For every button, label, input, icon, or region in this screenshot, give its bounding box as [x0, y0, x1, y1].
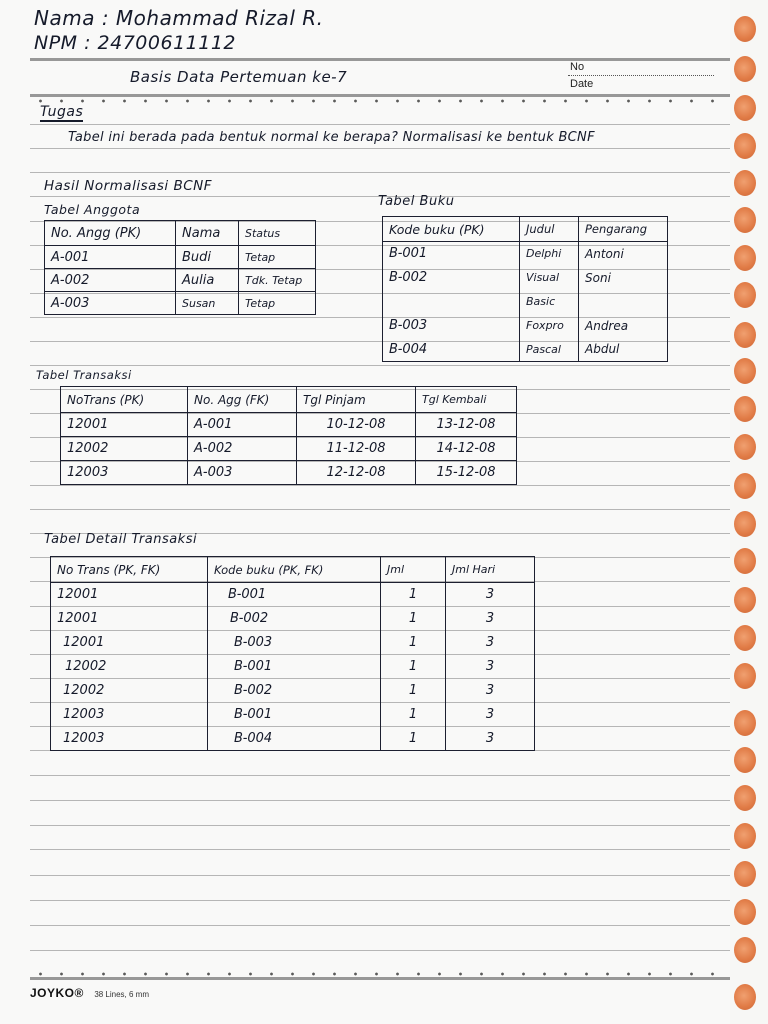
- cell-jml: 1: [381, 655, 446, 679]
- cell-tgl-pinjam: 10-12-08: [297, 413, 416, 437]
- task-question: Tabel ini berada pada bentuk normal ke berapa? Normalisasi ke bentuk BCNF: [68, 130, 595, 145]
- cell-kode-buku: B-004: [383, 338, 520, 362]
- cell-status: Tdk. Tetap: [239, 269, 316, 292]
- subject-title: Basis Data Pertemuan ke-7: [130, 68, 348, 86]
- no-field-line: [568, 75, 714, 76]
- table-row: [383, 242, 668, 266]
- binding-hole-icon: [734, 937, 756, 963]
- ruled-line: [30, 124, 730, 125]
- ruled-line: [30, 800, 730, 801]
- brand-logo: JOYKO®: [30, 986, 84, 1000]
- cell-tgl-pinjam: 12-12-08: [297, 461, 416, 485]
- cell-kode-buku: B-003: [208, 631, 381, 655]
- header-rule-bottom: [30, 94, 730, 97]
- cell-no-trans: 12002: [61, 437, 188, 461]
- cell-kode-buku: B-002: [208, 607, 381, 631]
- binding-hole-icon: [734, 282, 756, 308]
- cell-jml-hari: 3: [446, 583, 535, 607]
- cell-no-trans: 12003: [51, 727, 208, 751]
- tabel-anggota: [44, 220, 316, 315]
- column-header: Jml: [381, 557, 446, 583]
- no-label: No: [570, 61, 585, 73]
- ruled-line: [30, 485, 730, 486]
- cell-no-trans: 12001: [51, 607, 208, 631]
- binding-hole-icon: [734, 322, 756, 348]
- binding-hole-icon: [734, 984, 756, 1010]
- table-row: [61, 413, 517, 437]
- brand-spec: 38 Lines, 6 mm: [94, 990, 150, 999]
- cell-kode-buku: B-002: [208, 679, 381, 703]
- cell-no-agg: A-001: [188, 413, 297, 437]
- date-label: Date: [570, 78, 594, 90]
- student-npm: NPM : 24700611112: [34, 32, 237, 54]
- table-row: [383, 338, 668, 362]
- spiral-binding: [734, 0, 760, 1024]
- binding-hole-icon: [734, 56, 756, 82]
- binding-hole-icon: [734, 587, 756, 613]
- cell-kode-buku: B-001: [208, 703, 381, 727]
- cell-kode-buku: B-001: [208, 583, 381, 607]
- column-header: No Trans (PK, FK): [51, 557, 208, 583]
- column-header: No. Angg (PK): [45, 221, 176, 246]
- cell-pengarang: Abdul: [579, 338, 668, 362]
- column-header: Status: [239, 221, 316, 246]
- binding-hole-icon: [734, 358, 756, 384]
- cell-jml-hari: 3: [446, 607, 535, 631]
- column-header: Tgl Kembali: [416, 387, 517, 413]
- column-header: Jml Hari: [446, 557, 535, 583]
- table-row: [51, 631, 535, 655]
- tabel-detail-transaksi: [50, 556, 535, 751]
- cell-pengarang: Soni: [579, 266, 668, 290]
- cell-jml: 1: [381, 607, 446, 631]
- cell-pengarang: Andrea: [579, 314, 668, 338]
- column-header: No. Agg (FK): [188, 387, 297, 413]
- binding-hole-icon: [734, 625, 756, 651]
- cell-jml: 1: [381, 727, 446, 751]
- cell-status: Tetap: [239, 246, 316, 269]
- cell-no-trans: 12002: [51, 655, 208, 679]
- cell-judul: Visual: [520, 266, 579, 290]
- tabel-transaksi-title: Tabel Transaksi: [36, 368, 132, 382]
- ruled-line: [30, 925, 730, 926]
- student-name: Nama : Mohammad Rizal R.: [34, 6, 324, 30]
- binding-hole-icon: [734, 95, 756, 121]
- cell-pengarang: [579, 290, 668, 314]
- table-row: [51, 679, 535, 703]
- cell-no-trans: 12003: [61, 461, 188, 485]
- cell-jml: 1: [381, 583, 446, 607]
- ruled-line: [30, 950, 730, 951]
- binding-hole-icon: [734, 861, 756, 887]
- cell-status: Tetap: [239, 292, 316, 315]
- cell-tgl-kembali: 13-12-08: [416, 413, 517, 437]
- cell-tgl-kembali: 15-12-08: [416, 461, 517, 485]
- binding-hole-icon: [734, 823, 756, 849]
- cell-no-angg: A-002: [45, 269, 176, 292]
- table-row: [51, 583, 535, 607]
- cell-jml-hari: 3: [446, 679, 535, 703]
- ruled-line: [30, 509, 730, 510]
- cell-no-angg: A-003: [45, 292, 176, 315]
- cell-nama: Aulia: [176, 269, 239, 292]
- cell-judul: Foxpro: [520, 314, 579, 338]
- binding-hole-icon: [734, 548, 756, 574]
- cell-nama: Budi: [176, 246, 239, 269]
- cell-kode-buku: B-001: [383, 242, 520, 266]
- binding-hole-icon: [734, 710, 756, 736]
- table-row: [51, 703, 535, 727]
- tabel-buku: [382, 216, 668, 362]
- cell-tgl-kembali: 14-12-08: [416, 437, 517, 461]
- cell-jml: 1: [381, 703, 446, 727]
- column-header: Kode buku (PK, FK): [208, 557, 381, 583]
- table-row: [51, 655, 535, 679]
- column-header: Judul: [520, 217, 579, 242]
- binding-hole-icon: [734, 133, 756, 159]
- table-row: [45, 269, 316, 292]
- header-rule-top: [30, 58, 730, 61]
- result-heading: Hasil Normalisasi BCNF: [44, 178, 213, 194]
- table-row: [51, 727, 535, 751]
- column-header: NoTrans (PK): [61, 387, 188, 413]
- table-row: [45, 246, 316, 269]
- cell-tgl-pinjam: 11-12-08: [297, 437, 416, 461]
- column-header: Tgl Pinjam: [297, 387, 416, 413]
- cell-kode-buku: B-002: [383, 266, 520, 290]
- header-dot-row: [30, 99, 730, 103]
- cell-jml-hari: 3: [446, 703, 535, 727]
- ruled-line: [30, 825, 730, 826]
- binding-hole-icon: [734, 747, 756, 773]
- tabel-transaksi: [60, 386, 517, 485]
- tabel-anggota-title: Tabel Anggota: [44, 202, 141, 217]
- footer-dot-row: [30, 972, 730, 976]
- table-row: [51, 607, 535, 631]
- ruled-line: [30, 148, 730, 149]
- ruled-line: [30, 172, 730, 173]
- ruled-line: [30, 875, 730, 876]
- binding-hole-icon: [734, 16, 756, 42]
- cell-kode-buku: [383, 290, 520, 314]
- cell-judul: Pascal: [520, 338, 579, 362]
- cell-judul: Delphi: [520, 242, 579, 266]
- task-heading: Tugas: [40, 104, 84, 120]
- ruled-line: [30, 775, 730, 776]
- binding-hole-icon: [734, 899, 756, 925]
- table-row: [383, 290, 668, 314]
- cell-no-angg: A-001: [45, 246, 176, 269]
- ruled-line: [30, 365, 730, 366]
- cell-no-agg: A-003: [188, 461, 297, 485]
- cell-jml-hari: 3: [446, 655, 535, 679]
- cell-no-trans: 12001: [51, 631, 208, 655]
- tabel-detail-title: Tabel Detail Transaksi: [44, 532, 198, 547]
- cell-pengarang: Antoni: [579, 242, 668, 266]
- binding-hole-icon: [734, 511, 756, 537]
- cell-no-trans: 12001: [61, 413, 188, 437]
- ruled-line: [30, 900, 730, 901]
- column-header: Pengarang: [579, 217, 668, 242]
- table-row: [383, 314, 668, 338]
- binding-hole-icon: [734, 245, 756, 271]
- cell-no-trans: 12003: [51, 703, 208, 727]
- table-row: [61, 461, 517, 485]
- binding-hole-icon: [734, 396, 756, 422]
- cell-kode-buku: B-004: [208, 727, 381, 751]
- tabel-buku-title: Tabel Buku: [378, 194, 455, 209]
- binding-hole-icon: [734, 434, 756, 460]
- notebook-brand: [30, 984, 149, 1002]
- cell-no-agg: A-002: [188, 437, 297, 461]
- table-row: [383, 266, 668, 290]
- cell-no-trans: 12002: [51, 679, 208, 703]
- binding-hole-icon: [734, 207, 756, 233]
- cell-jml-hari: 3: [446, 631, 535, 655]
- cell-jml: 1: [381, 631, 446, 655]
- binding-hole-icon: [734, 663, 756, 689]
- cell-kode-buku: B-003: [383, 314, 520, 338]
- footer-rule: [30, 977, 730, 980]
- binding-hole-icon: [734, 170, 756, 196]
- cell-kode-buku: B-001: [208, 655, 381, 679]
- column-header: Kode buku (PK): [383, 217, 520, 242]
- cell-no-trans: 12001: [51, 583, 208, 607]
- column-header: Nama: [176, 221, 239, 246]
- binding-hole-icon: [734, 785, 756, 811]
- cell-nama: Susan: [176, 292, 239, 315]
- binding-hole-icon: [734, 473, 756, 499]
- cell-judul: Basic: [520, 290, 579, 314]
- table-row: [61, 437, 517, 461]
- table-row: [45, 292, 316, 315]
- cell-jml: 1: [381, 679, 446, 703]
- cell-jml-hari: 3: [446, 727, 535, 751]
- ruled-line: [30, 849, 730, 850]
